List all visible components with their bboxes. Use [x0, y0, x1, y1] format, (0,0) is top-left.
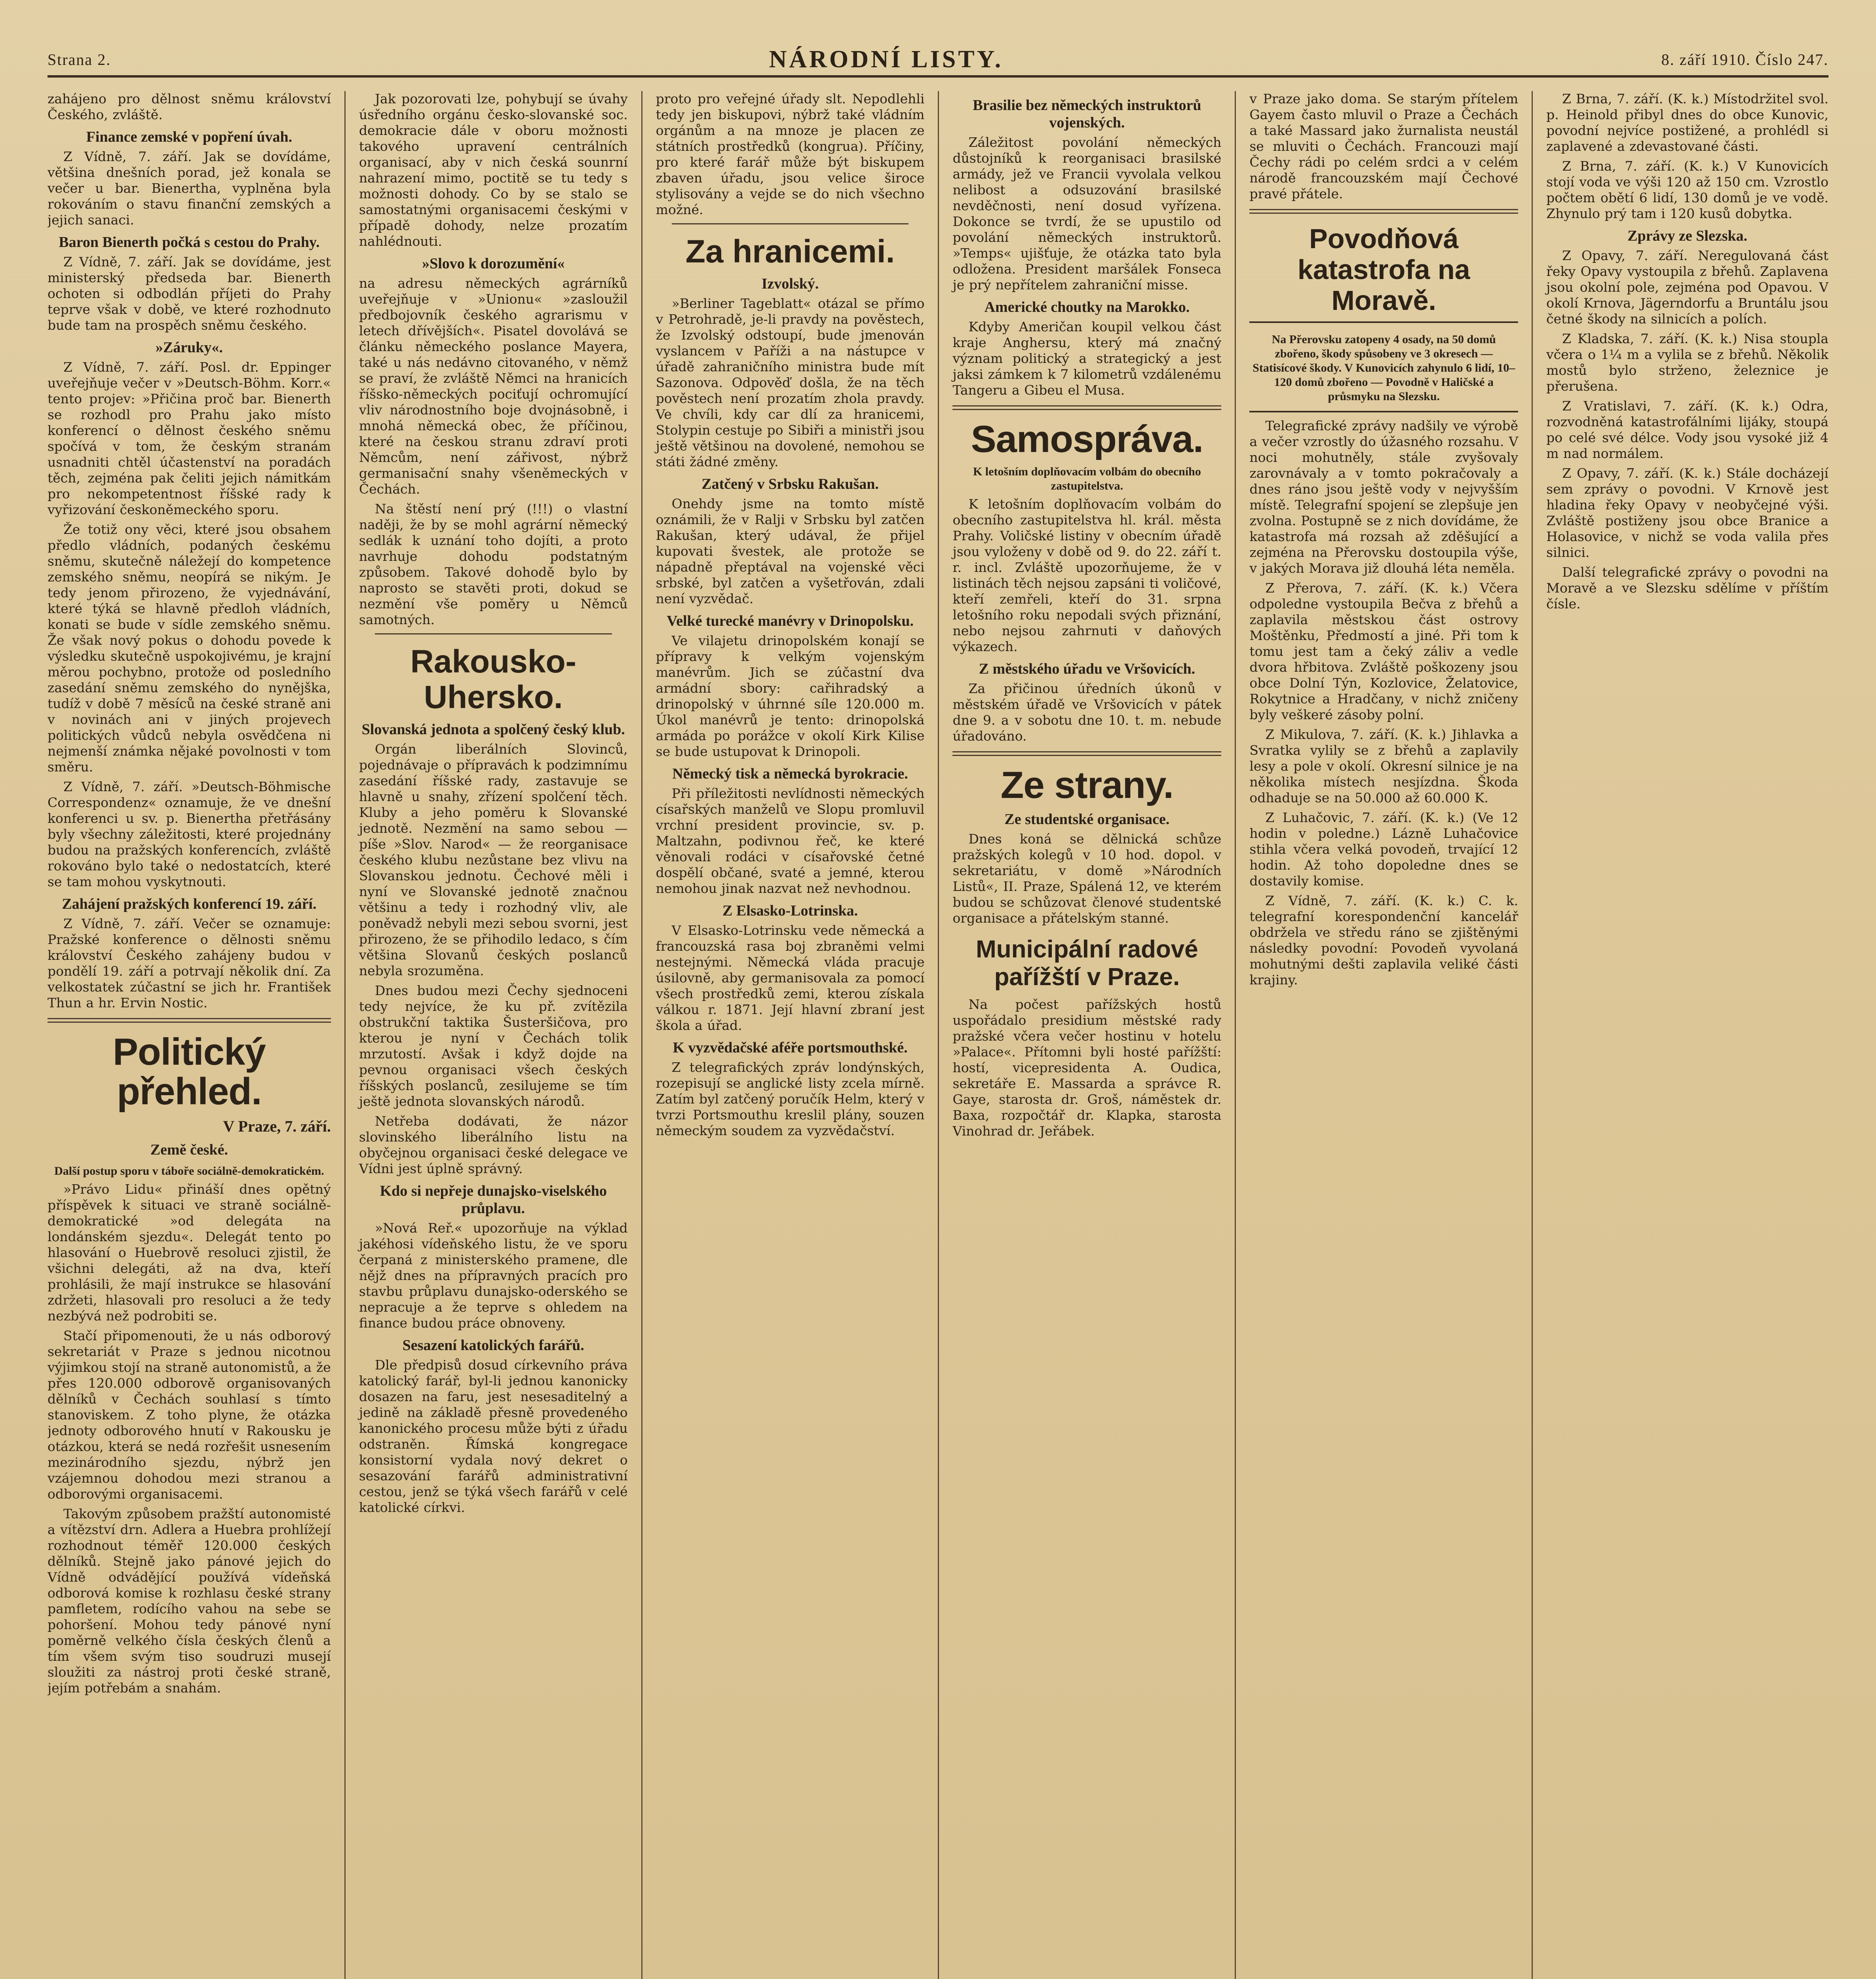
column-6: [1532, 91, 1828, 1979]
column-4: [938, 91, 1235, 1979]
article-text: K letošním doplňovacím volbám do obecního zastupitelstva hl. král. města Prahy. Voličské listiny v obecním úřadě jsou vyloženy v době od 9. do 22. září t. r. incl. Zvláště upozorňujeme, že v listinách těch nejsou zapsáni ti voličové, kteří zemřeli, kteří do 31. srpna letošního roku nepodali svých přiznání, nebo nejsou zahrnuti v daňových výkazech.: [952, 496, 1222, 654]
article-heading: Země české.: [150, 1141, 228, 1158]
article-text: Z Kladska, 7. září. (K. k.) Nisa stoupla včera o 1¼ m a vylila se z břehů. Několik mostů bylo strženo, železnice je přerušena.: [1546, 331, 1828, 394]
article-columns: [48, 91, 1828, 1979]
article-text: Z telegrafických zpráv londýnských, rozepisují se anglické listy zcela mírně. Zatím byl zatčený poručík Helm, který v tvrzi Portsmouthu kreslil plány, souzen německým soudem za vyzvědačství.: [656, 1060, 925, 1138]
article-heading: Kdo si nepřeje dunajsko-viselského průplavu.: [380, 1183, 607, 1217]
article-text: Na štěstí není prý (!!!) o vlastní naději, že by se mohl agrární německý sedlák k uznání toho dojíti, a proto navrhuje dohodu podstatným způsobem. Takové dohodě bylo by naprosto se stavěti proti, dokud se nezmění vše poměry u Němců samotných.: [359, 501, 628, 627]
article-text: Dle předpisů dosud církevního práva katolický farář, byl-li jednou kanonicky dosazen na faru, jest nesesaditelný a jedině na základě přesně provedeného kanonického procesu může býti z úřadu odstraněn. Římská kongregace konsistorní vydala nový dekret o sesazování farářů administrativní cestou, jenž se týká všech farářů v celé katolické církvi.: [359, 1357, 628, 1515]
article-text: »Nová Reř.« upozorňuje na výklad jakéhosi vídeňského listu, že ve sporu čerpaná z ministerského pramene, dle nějž dnes na přípravných pracích pro stavbu průplavu dunajsko-oderského se nepracuje a že teprve s ohledem na finance budou práce obnoveny.: [359, 1220, 628, 1331]
article-text: Ve vilajetu drinopolském konají se přípravy k velkým vojenským manévrům. Jich se zúčastní dva armádní sbory: cařihradský a drinopolský v úhrnné síle 120.000 m. Úkol manévrů je tento: drinopolská armáda po porážce v okolí Kirk Kilise se bude ustupovat k Drinopoli.: [656, 633, 925, 759]
article-text: V Elsasko-Lotrinsku vede německá a francouzská rasa boj zbraněmi velmi nestejnými. Německá vláda pracuje úsilovně, aby germanisovala za pomocí všech prostředků zemi, kterou získala válkou r. 1871. Její hlavní zbraní jest škola a úřad.: [656, 923, 925, 1033]
article-text: Na počest pařížských hostů uspořádalo presidium městské rady pražské včera večer hostinu v hotelu »Palace«. Přítomni byli hosté pařížští: hostí, vicepresidenta A. Oudica, sekretáře E. Massarda a správce R. Gaye, starosta dr. Groš, náměstek dr. Baxa, rozpočtář dr. Klapka, starosta Vinohrad dr. Jeřábek.: [952, 997, 1222, 1139]
article-text: Dnes budou mezi Čechy sjednoceni tedy nejvíce, že ku př. zvítězila obstrukční taktika Šusteršičova, pro kterou je nyní v Čechách tolik mrzutostí. Avšak i když dojde na pevnou organisaci všech českých říšských poslanců, zesilujeme se tím ještě jednota slovanských národů.: [359, 983, 628, 1109]
article-text: Z Vídně, 7. září. Večer se oznamuje: Pražské konference o dělnosti sněmu království Českého zahájeny budou v pondělí 19. září a potrvají několik dní. Za velkostatek zúčastní se jich hr. František Thun a hr. Ervin Nostic.: [48, 916, 331, 1010]
article-heading: Americké choutky na Marokko.: [984, 299, 1190, 315]
article-heading: K letošním doplňovacím volbám do obecního zastupitelstva.: [973, 465, 1201, 492]
article-text: na adresu německých agrárníků uveřejňuje v »Unionu« »zasloužil předbojovník českého agrarismu v letech dřívějších«. Pisatel dovolává se článku německého poslance Mayera, také u nás nedávno citovaného, v němž se praví, že zvláště Němci na hranicích říšsko-německých pociťují ochromující vliv národnostního boje dvojnásobně, i mnohá německá obec, že příčinou, které na českou stranu zdraví proti Němcům, není zářivost, nýbrž germanisační snahy všeněmeckých v Čechách.: [359, 275, 628, 497]
article-text: zahájeno pro dělnost sněmu království Českého, zvláště.: [48, 91, 331, 122]
article-heading: Z městského úřadu ve Vršovicích.: [979, 661, 1196, 677]
article-text: Telegrafické zprávy nadšily ve výrobě a večer vzrostly do úžasného rozsahu. V noci mohutněly, stále zvyšovaly zarovnávaly a v tomto pokračovaly a dnes ráno jsou ještě vody v nejvyšším místě. Telegrafní spojení se zlepšuje jen zvolna. Postupně se z nich dovídáme, že katastrofa má rozsah až zděšující a zejména na Přerovsku dostoupila výše, v jakých Morava již dlouhá léta neměla.: [1249, 418, 1519, 576]
article-text: Další telegrafické zprávy o povodni na Moravě a ve Slezsku sdělíme v příštím čísle.: [1546, 564, 1828, 612]
page-number: Strana 2.: [48, 50, 111, 68]
article-text: Z Brna, 7. září. (K. k.) Místodržitel svol. p. Heinold přibyl dnes do obce Kunovic, povodní nejvíce postižené, a prohlédl si zaplavené a zdevastované části.: [1546, 91, 1828, 154]
headline-box: [1249, 321, 1518, 412]
article-text: Za přičinou úředních úkonů v městském úřadě ve Vršovicích v pátek dne 9. a v sobotu dne 10. t. m. nebude úřadováno.: [952, 681, 1222, 744]
article-heading: Brasilie bez německých instruktorů vojenských.: [973, 97, 1201, 131]
article-text: Z Opavy, 7. září. Neregulovaná část řeky Opavy vystoupila z břehů. Zaplavena jsou okolní pole, zejména pod Opavou. V okolí Krnova, Jägerndorfu a Bruntálu jsou četné škody na silnicích a polích.: [1546, 248, 1828, 327]
article-heading: Baron Bienerth počká s cestou do Prahy.: [59, 234, 320, 251]
article-heading: Další postup sporu v táboře sociálně-demokratickém.: [54, 1164, 324, 1178]
section-heading: Ze strany.: [1000, 764, 1174, 806]
article-heading: Finance zemské v popření úvah.: [86, 129, 293, 145]
issue-date: 8. září 1910. Číslo 247.: [1661, 50, 1828, 68]
article-heading: »Slovo k dorozumění«: [422, 255, 565, 272]
article-heading: »Záruky«.: [155, 339, 223, 356]
section-heading: Za hranicemi.: [685, 234, 895, 270]
article-text: proto pro veřejné úřady slt. Nepodlehli tedy jen biskupovi, nýbrž také vládním orgánům a na mnoze je placen ze státních prostředků (kongrua). Příčiny, pro které farář může být biskupem zbaven úřadu, jsou velice široce stylisovány a vejde se do nich všechno možné.: [656, 91, 925, 217]
section-heading: Politický přehled.: [113, 1031, 266, 1113]
section-divider: [672, 223, 909, 224]
article-text: Z Přerova, 7. září. (K. k.) Včera odpoledne vystoupila Bečva z břehů a zaplavila městskou část ostrovy Moštěnku, Předmostí a jiné. Při tom k tomu jest tam a čeký záliv a vedle dvora hřbitova. Zvláště poškozeny jsou obce Dolní Týn, Kozlovice, Želatovice, Rokytnice a Hradčany, v nichž zničeny byly veškeré zásoby polní.: [1249, 580, 1519, 722]
article-heading: Zahájení pražských konferencí 19. září.: [62, 896, 317, 912]
article-heading: Velké turecké manévry v Drinopolsku.: [667, 613, 914, 629]
article-text: Z Vídně, 7. září. Posl. dr. Eppinger uveřejňuje večer v »Deutsch-Böhm. Korr.« tento projev: »Přičina proč bar. Bienerth se rozhodl pro Prahu jako místo konferencí o dělnost českého sněmu spočívá v tom, že českým stranám usnadniti chtěl účastenství na poradách těch, zejména pak čeliti jejich námitkám pro nekompetentnost říšské rady k vyřizování českoněmeckého sporu.: [48, 359, 331, 517]
article-heading: Slovanská jednota a spolčený český klub.: [361, 721, 625, 738]
article-subheading: Na Přerovsku zatopeny 4 osady, na 50 domů zbořeno, škody spůsobeny ve 3 okresech — Statisícové škody. V Kunovicích zahynulo 6 lidí, 10–120 domů zbořeno — Povodně v Haličské a průsmyku na Slezsku.: [1253, 333, 1515, 403]
article-text: Z Mikulova, 7. září. (K. k.) Jihlavka a Svratka vylily se z břehů a zaplavily lesy a pole v okolí. Okresní silnice je na několika místech nesjízdna. Škoda odhaduje se na 50.000 až 60.000 K.: [1249, 727, 1519, 805]
article-text: Záležitost povolání německých důstojníků k reorganisaci brasilské armády, jež ve Francii vyvolala velkou nelibost a odsuzování brasilské nevděčnosti, není dosud vyřízena. Dokonce se tvrdí, že se upustilo od povolání německých instruktorů. »Temps« ujišťuje, že otázka tato byla odložena. President maršálek Fonseca je prý nepřítelem zahraniční misse.: [952, 135, 1222, 292]
article-heading: Zprávy ze Slezska.: [1627, 228, 1748, 244]
article-text: Z Vídně, 7. září. Jak se dovídáme, jest ministerský předseda bar. Bienerth ochoten si odbodlán příjeti do Prahy teprve však v době, ve které rozhodnuto bude tam na prospěch sněmu českého.: [48, 254, 331, 333]
section-divider: [952, 751, 1221, 756]
article-text: Z Vídně, 7. září. »Deutsch-Böhmische Correspondenz« oznamuje, že ve dnešní konferenci u sv. p. Bienertha přetřásány byly všechny záležitosti, které projednány budou na pražských konferencích, zvláště rokováno bylo také o nedostatcích, které se tam mohou vyskytnouti.: [48, 779, 331, 889]
section-divider: [1249, 209, 1518, 214]
column-2: [344, 91, 641, 1979]
article-text: Z Opavy, 7. září. (K. k.) Stále docházejí sem zprávy o povodni. V Krnově jest hladina řeky Opavy v neobyčejné výši. Zvláště postiženy jsou obce Branice a Holasovice, v nichž se voda valila přes silnici.: [1546, 465, 1828, 560]
article-text: Že totiž ony věci, které jsou obsahem předlo vládních, podaných českému sněmu, skutečně náležejí do kompetence zemského sněmu, neopírá se nikým. Je tedy jenom přirozeno, že vyjednávání, které týká se hlavně předloh vládních, konati se bude v sídle zemského sněmu. Že však nový pokus o dohodu povede k výsledku skutečně uspokojivému, je krajní měrou pochybno, protože od posledního zasedání sněmu zemského do nynějška, tudíž v době 7 měsíců na české straně ani v novinách ani v jiných projevech politických vůdců nebyla osvědčena ni nejmenší známka nějaké povolnosti v tom směru.: [48, 522, 331, 775]
article-text: Z Vídně, 7. září. (K. k.) C. k. telegrafní korespondenční kancelář obdržela ve středu ráno se zjištěnými následky povodní: Povodeň vyvolaná mohutnými dešti zaplavila veliké části krajiny.: [1249, 893, 1519, 988]
section-heading: Samospráva.: [971, 418, 1203, 460]
article-text: Z Vídně, 7. září. Jak se dovídáme, většina dnešních porad, jež konala se večer u bar. Bienertha, vyplněna byla rokováním o stavu finanční zemských a jejich sanaci.: [48, 149, 331, 228]
section-divider: [952, 405, 1221, 410]
section-heading: Municipální radové pařížští v Praze.: [976, 936, 1198, 991]
article-heading: Německý tisk a německá byrokracie.: [672, 765, 908, 782]
article-text: Dnes koná se dělnická schůze pražských kolegů v 10 hod. dopol. v sekretariátu, v domě »Národních Listů«, II. Praze, Spálená 12, ve kterém budou se schůzovat členové studentské organisace a přátelským stanné.: [952, 831, 1222, 926]
section-divider: [375, 633, 612, 634]
masthead: [48, 44, 1828, 78]
article-text: Z Vratislavi, 7. září. (K. k.) Odra, rozvodněná katastrofálními lijáky, stoupá po celé své délce. Vody jsou vysoké již 4 m nad normálem.: [1546, 398, 1828, 461]
article-heading: Zatčený v Srbsku Rakušan.: [701, 476, 879, 492]
column-1: [48, 91, 344, 1979]
article-text: Kdyby Američan koupil velkou část kraje Anghersu, který má značný význam politický a strategický a jest jaksi zámkem k 7 kilometrů vzdálenému Tangeru a Gibeu el Musa.: [952, 319, 1222, 398]
section-heading: Povodňová katastrofa na Moravě.: [1297, 223, 1470, 316]
article-text: Onehdy jsme na tomto místě oznámili, že v Ralji v Srbsku byl zatčen Rakušan, který udával, že přijel kupovati švestek, ale protože se nápadně přeptával na vojenské věci srbské, byl zatčen a vyšetřován, zdali není vyzvědač.: [656, 496, 925, 606]
article-text: Takovým způsobem pražští autonomisté a vítězství drn. Adlera a Huebra prohlížejí rozhodnout téměř 120.000 českých dělníků. Stejně jako pánové jejich do Vídně odvádějící používá vídeňská odborová komise k rozhlasu české strany pamfletem, rodícího vahou na sebe se pohoršení. Mohou tedy pánové nyní poměrně velkého čísla českých členů a tím všem svým tiso soudruzi musejí sloužiti za nástroj proti české straně, jejím potřebám a snahám.: [48, 1506, 331, 1696]
section-divider: [48, 1018, 331, 1023]
article-heading: Z Elsasko-Lotrinska.: [722, 902, 858, 919]
article-text: Z Luhačovic, 7. září. (K. k.) (Ve 12 hodin v poledne.) Lázně Luhačovice stihla včera velká povodeň, trvající 12 hodin. Až toho dopoledne dnes se dostavily komise.: [1249, 810, 1519, 889]
dateline: V Praze, 7. září.: [223, 1117, 331, 1135]
article-text: Stačí připomenouti, že u nás odborový sekretariát v Praze s jednou nicotnou výjimkou stojí na straně autonomistů, a že přes 120.000 odborově organisovaných dělníků v Čechách souhlasí s tímto stanoviskem. Z toho plyne, že otázka jednoty odborového hnutí v Rakousku je otázkou, která se nedá rozřešit usnesením mezinárodního sjezdu, nýbrž jen vzájemnou dohodou mezi stranou a odborovými organisacemi.: [48, 1328, 331, 1502]
newspaper-title: NÁRODNÍ LISTY.: [769, 46, 1004, 73]
article-text: Jak pozorovati lze, pohybují se úvahy úsředního orgánu česko-slovanské soc. demokracie dále v oboru možnosti takového upravení centrálních organisací, aby v nich česká sounrní nahrazení mimo, poctitě se tu tedy s možnosti dohody. Co by se stalo se samostatnými organisacemi českými v případě dohody, nelze prozatím nahlédnouti.: [359, 91, 628, 249]
article-text: Netřeba dodávati, že názor slovinského liberálního listu na obyčejnou organisaci české delegace ve Vídni jest úplně správný.: [359, 1113, 628, 1176]
article-heading: Sesazení katolických farářů.: [402, 1337, 584, 1354]
section-heading: Rakousko-Uhersko.: [410, 644, 576, 715]
article-text: »Právo Lidu« přináší dnes opětný příspěvek k situaci ve straně sociálně-demokratické »od delegáta na londánském sjezdu«. Delegát tento po hlasování o Huebrově resoluci zjistil, že všichni delegáti, až na dva, kteří prohlásili, že mají instrukce se hlasování zdržeti, hlasovali pro resoluci a že tedy nezbývá než podrobiti se.: [48, 1181, 331, 1324]
article-heading: K vyzvědačské aféře portsmouthské.: [673, 1039, 908, 1056]
article-text: v Praze jako doma. Se starým přítelem Gayem často mluvil o Praze a Čechách a také Massard jako žurnalista neustál se mluviti o Čechách. Francouzi mají Čechy rádi po celém srdci a v celém národě francouzském mají Čechové pravé přátele.: [1249, 91, 1519, 201]
article-text: Z Brna, 7. září. (K. k.) V Kunovicích stojí voda ve výši 120 až 150 cm. Vzrostlo počtem obětí 6 lidí, 130 domů je ve vodě. Zhynulo prý tam i 120 kusů dobytka.: [1546, 158, 1828, 221]
article-text: »Berliner Tageblatt« otázal se přímo v Petrohradě, je-li pravdy na pověstech, že Izvolský odstoupí, bude jmenován vyslancem v Paříži a na nástupce v úřadě zahraničního ministra bude mít Sazonova. Odpověď došla, že na těch pověstech není prozatím zhola pravdy. Ve chvíli, kdy car dlí za hranicemi, Stolypin cestuje po Sibiři a ministři jsou ještě většinou na dovolené, nemohou se státi žádné změny.: [656, 296, 925, 469]
article-text: Orgán liberálních Slovinců, pojednávaje o přípravách k podzimnímu zasedání říšské rady, zastavuje se hlavně u snahy, zřízení spolčení těch. Kluby a jeho poměru k Slovanské jednotě. Nezmění na samo sebou — píše »Slov. Narod« — že reorganisace českého klubu nezůstane bez vlivu na Slovanskou jednotu. Čechové měli i nyní ve Slovanské jednotě značnou většinu a tedy i rozhodný vliv, ale poněvadž nebyli mezi sebou svorni, jest přirozeno, že se přihodilo ledaco, s čím většina Slovanů českých poslanců nebyla srozuměna.: [359, 741, 628, 978]
article-heading: Izvolský.: [761, 275, 819, 292]
article-heading: Ze studentské organisace.: [1004, 811, 1170, 828]
article-text: Při příležitosti nevlídnosti německých císařských manželů ve Slopu promluvil vrchní president provincie, sv. p. Maltzahn, podivnou řeč, ke které věnovali rodáci v císařovské četné dospělí občané, svaté a jemné, kterou nemohou jinak nazvat než nevhodnou.: [656, 786, 925, 896]
column-5: [1235, 91, 1532, 1979]
column-3: [641, 91, 938, 1979]
